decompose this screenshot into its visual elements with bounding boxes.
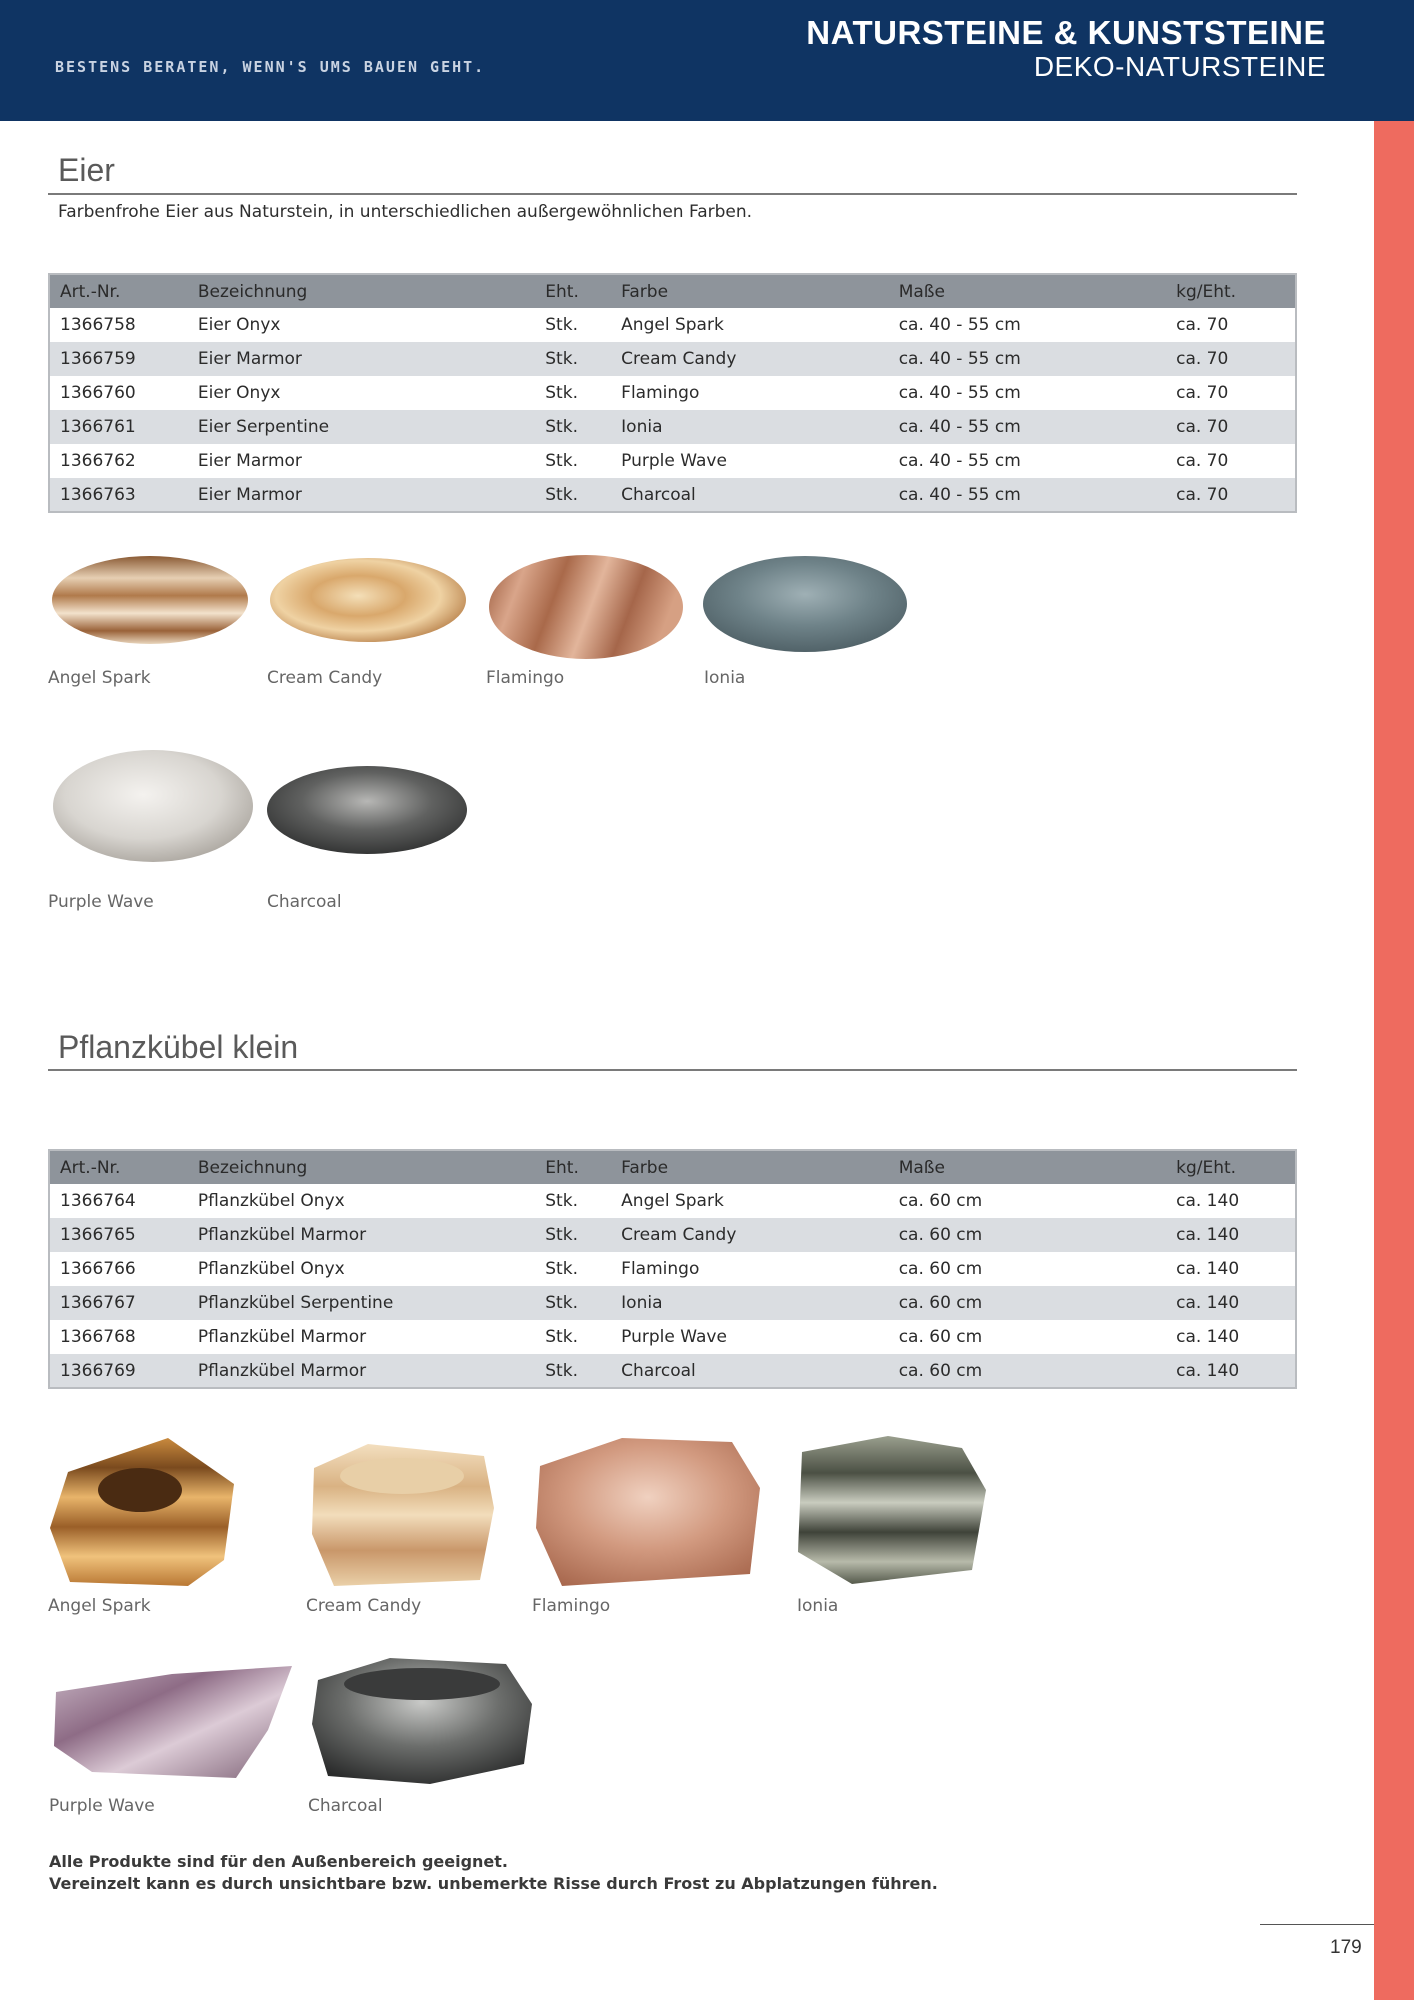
col-header-bezeichnung: Bezeichnung: [188, 274, 535, 308]
cell-kg: ca. 140: [1166, 1354, 1296, 1388]
cell-artnr: 1366760: [49, 376, 188, 410]
cell-eht: Stk.: [535, 444, 611, 478]
cell-artnr: 1366758: [49, 308, 188, 342]
cell-eht: Stk.: [535, 1252, 611, 1286]
cell-masse: ca. 60 cm: [889, 1252, 1166, 1286]
planter-image-charcoal: [310, 1654, 536, 1786]
cell-artnr: 1366768: [49, 1320, 188, 1354]
cell-masse: ca. 60 cm: [889, 1184, 1166, 1218]
planter-image-cream-candy: [308, 1438, 498, 1592]
cell-artnr: 1366769: [49, 1354, 188, 1388]
cell-farbe: Ionia: [611, 1286, 889, 1320]
cell-farbe: Angel Spark: [611, 1184, 889, 1218]
table-row: [49, 376, 1296, 410]
egg-image-flamingo: [486, 552, 686, 662]
cell-bezeichnung: Eier Marmor: [188, 444, 535, 478]
egg-label: Angel Spark: [48, 668, 151, 688]
egg-label: Cream Candy: [267, 668, 383, 688]
cell-masse: ca. 60 cm: [889, 1320, 1166, 1354]
cell-kg: ca. 70: [1166, 376, 1296, 410]
cell-eht: Stk.: [535, 342, 611, 376]
cell-bezeichnung: Eier Marmor: [188, 478, 535, 512]
section-title-pflanzkuebel: Pflanzkübel klein: [58, 1029, 299, 1065]
planter-label: Charcoal: [308, 1796, 383, 1816]
footer-note-line-2: Vereinzelt kann es durch unsichtbare bzw. unbemerkte Risse durch Frost zu Abplatzungen führen.: [49, 1874, 938, 1893]
cell-artnr: 1366766: [49, 1252, 188, 1286]
col-header-eht: Eht.: [535, 1150, 611, 1184]
planter-image-angel-spark: [48, 1432, 240, 1592]
table-row: [49, 1320, 1296, 1354]
section-rule: [48, 193, 1297, 195]
cell-masse: ca. 60 cm: [889, 1286, 1166, 1320]
planter-label: Ionia: [797, 1596, 839, 1616]
planter-label: Purple Wave: [49, 1796, 155, 1816]
footer-note-line-1: Alle Produkte sind für den Außenbereich geeignet.: [49, 1852, 508, 1871]
cell-farbe: Flamingo: [611, 376, 889, 410]
header-tagline: BESTENS BERATEN, WENN'S UMS BAUEN GEHT.: [55, 58, 486, 76]
col-header-artnr: Art.-Nr.: [49, 1150, 188, 1184]
table-row: [49, 1252, 1296, 1286]
table-row: [49, 1184, 1296, 1218]
planter-image-ionia: [792, 1432, 988, 1586]
cell-farbe: Cream Candy: [611, 342, 889, 376]
cell-artnr: 1366767: [49, 1286, 188, 1320]
egg-label: Charcoal: [267, 892, 342, 912]
cell-masse: ca. 40 - 55 cm: [889, 478, 1166, 512]
egg-image-charcoal: [264, 764, 470, 858]
cell-bezeichnung: Pflanzkübel Onyx: [188, 1184, 535, 1218]
cell-bezeichnung: Eier Serpentine: [188, 410, 535, 444]
planter-image-purple-wave: [52, 1664, 296, 1784]
egg-label: Flamingo: [486, 668, 565, 688]
cell-farbe: Charcoal: [611, 1354, 889, 1388]
planter-label: Flamingo: [532, 1596, 611, 1616]
cell-bezeichnung: Pflanzkübel Marmor: [188, 1218, 535, 1252]
section-description: Farbenfrohe Eier aus Naturstein, in unterschiedlichen außergewöhnlichen Farben.: [58, 202, 753, 222]
table-row: [49, 1218, 1296, 1252]
cell-farbe: Purple Wave: [611, 444, 889, 478]
cell-artnr: 1366764: [49, 1184, 188, 1218]
cell-kg: ca. 140: [1166, 1252, 1296, 1286]
cell-eht: Stk.: [535, 1286, 611, 1320]
cell-kg: ca. 140: [1166, 1184, 1296, 1218]
page-header: [0, 0, 1414, 121]
cell-bezeichnung: Pflanzkübel Onyx: [188, 1252, 535, 1286]
col-header-masse: Maße: [889, 274, 1166, 308]
cell-farbe: Ionia: [611, 410, 889, 444]
planter-label: Angel Spark: [48, 1596, 151, 1616]
egg-image-cream-candy: [266, 554, 470, 650]
page-number: 179: [1330, 1937, 1362, 1958]
col-header-farbe: Farbe: [611, 274, 889, 308]
cell-farbe: Angel Spark: [611, 308, 889, 342]
cell-eht: Stk.: [535, 1184, 611, 1218]
col-header-bezeichnung: Bezeichnung: [188, 1150, 535, 1184]
col-header-masse: Maße: [889, 1150, 1166, 1184]
cell-artnr: 1366763: [49, 478, 188, 512]
cell-bezeichnung: Eier Marmor: [188, 342, 535, 376]
accent-side-bar: [1374, 121, 1414, 2000]
page-number-rule: [1260, 1924, 1374, 1925]
table-row: [49, 342, 1296, 376]
table-row: [49, 1286, 1296, 1320]
cell-masse: ca. 40 - 55 cm: [889, 410, 1166, 444]
cell-masse: ca. 40 - 55 cm: [889, 376, 1166, 410]
product-table-eier: [48, 273, 1297, 513]
cell-eht: Stk.: [535, 376, 611, 410]
cell-farbe: Charcoal: [611, 478, 889, 512]
table-row: [49, 478, 1296, 512]
cell-masse: ca. 40 - 55 cm: [889, 308, 1166, 342]
cell-kg: ca. 70: [1166, 478, 1296, 512]
col-header-kg: kg/Eht.: [1166, 1150, 1296, 1184]
cell-farbe: Purple Wave: [611, 1320, 889, 1354]
cell-artnr: 1366761: [49, 410, 188, 444]
cell-masse: ca. 60 cm: [889, 1354, 1166, 1388]
header-subtitle: DEKO-NATURSTEINE: [1033, 51, 1326, 82]
cell-farbe: Flamingo: [611, 1252, 889, 1286]
egg-image-purple-wave: [50, 748, 256, 868]
cell-eht: Stk.: [535, 308, 611, 342]
planter-label: Cream Candy: [306, 1596, 422, 1616]
cell-kg: ca. 140: [1166, 1320, 1296, 1354]
col-header-kg: kg/Eht.: [1166, 274, 1296, 308]
table-row: [49, 410, 1296, 444]
egg-label: Ionia: [704, 668, 746, 688]
cell-bezeichnung: Pflanzkübel Marmor: [188, 1320, 535, 1354]
table-row: [49, 308, 1296, 342]
cell-bezeichnung: Eier Onyx: [188, 308, 535, 342]
cell-kg: ca. 70: [1166, 342, 1296, 376]
section-rule: [48, 1069, 1297, 1071]
table-row: [49, 1354, 1296, 1388]
cell-kg: ca. 70: [1166, 444, 1296, 478]
cell-artnr: 1366759: [49, 342, 188, 376]
cell-masse: ca. 60 cm: [889, 1218, 1166, 1252]
col-header-artnr: Art.-Nr.: [49, 274, 188, 308]
egg-label: Purple Wave: [48, 892, 154, 912]
cell-kg: ca. 70: [1166, 308, 1296, 342]
table-header-row: [49, 1150, 1296, 1184]
cell-kg: ca. 140: [1166, 1218, 1296, 1252]
section-title-eier: Eier: [58, 152, 115, 188]
cell-bezeichnung: Eier Onyx: [188, 376, 535, 410]
planter-image-flamingo: [532, 1432, 764, 1592]
cell-farbe: Cream Candy: [611, 1218, 889, 1252]
product-table-pflanzkuebel: [48, 1149, 1297, 1389]
table-header-row: [49, 274, 1296, 308]
cell-kg: ca. 70: [1166, 410, 1296, 444]
cell-eht: Stk.: [535, 1320, 611, 1354]
cell-artnr: 1366765: [49, 1218, 188, 1252]
cell-bezeichnung: Pflanzkübel Marmor: [188, 1354, 535, 1388]
cell-eht: Stk.: [535, 1354, 611, 1388]
col-header-eht: Eht.: [535, 274, 611, 308]
cell-masse: ca. 40 - 55 cm: [889, 342, 1166, 376]
egg-image-angel-spark: [48, 548, 252, 648]
col-header-farbe: Farbe: [611, 1150, 889, 1184]
header-title: NATURSTEINE & KUNSTSTEINE: [806, 14, 1326, 51]
cell-bezeichnung: Pflanzkübel Serpentine: [188, 1286, 535, 1320]
cell-eht: Stk.: [535, 1218, 611, 1252]
table-row: [49, 444, 1296, 478]
cell-eht: Stk.: [535, 410, 611, 444]
egg-image-ionia: [700, 552, 910, 656]
cell-eht: Stk.: [535, 478, 611, 512]
cell-masse: ca. 40 - 55 cm: [889, 444, 1166, 478]
cell-kg: ca. 140: [1166, 1286, 1296, 1320]
cell-artnr: 1366762: [49, 444, 188, 478]
